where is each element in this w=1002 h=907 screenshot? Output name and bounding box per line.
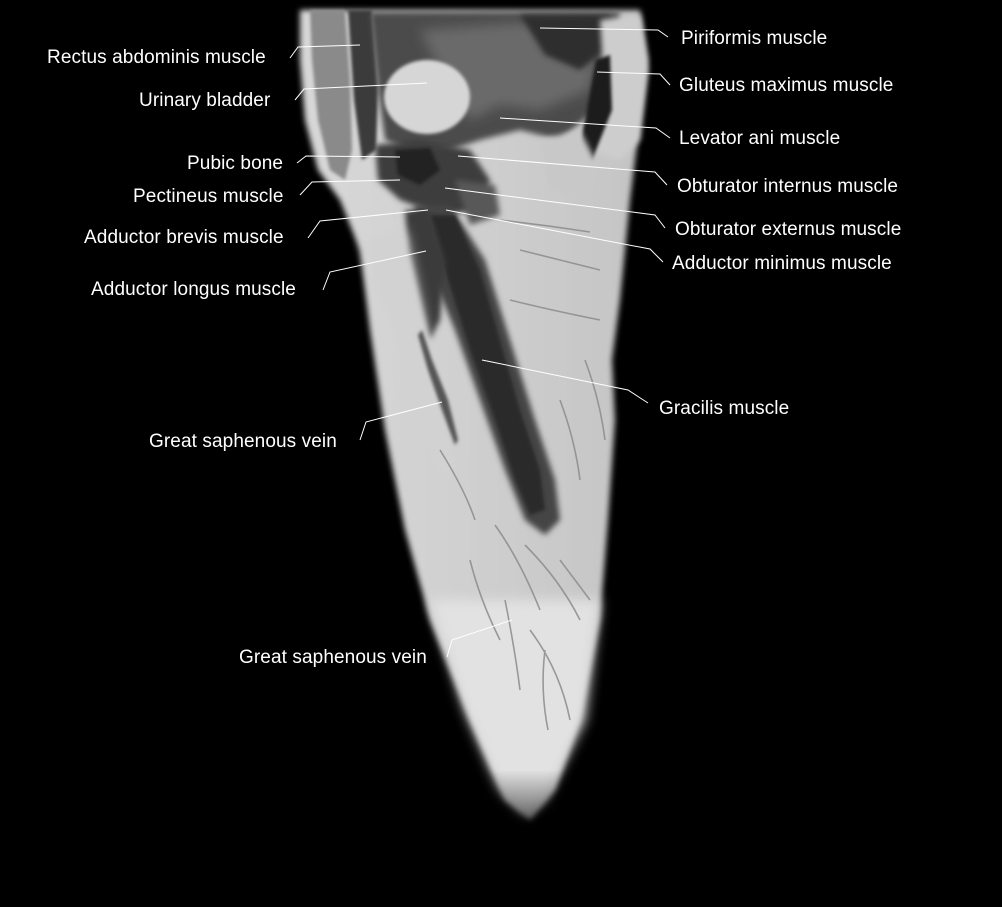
label-pectineus: Pectineus muscle [133,186,284,207]
label-adductor-minimus: Adductor minimus muscle [672,253,892,274]
urinary-bladder-shape [384,60,470,134]
label-obturator-externus: Obturator externus muscle [675,219,902,240]
label-great-saphenous-upper: Great saphenous vein [149,431,337,452]
label-urinary-bladder: Urinary bladder [139,90,271,111]
label-piriformis: Piriformis muscle [681,28,828,49]
label-adductor-brevis: Adductor brevis muscle [84,227,284,248]
label-adductor-longus: Adductor longus muscle [91,279,296,300]
label-pubic-bone: Pubic bone [187,153,284,174]
label-levator-ani: Levator ani muscle [679,128,841,149]
label-great-saphenous-lower: Great saphenous vein [239,647,427,668]
label-obturator-internus: Obturator internus muscle [677,176,899,197]
label-rectus-abdominis: Rectus abdominis muscle [47,47,266,68]
label-gracilis: Gracilis muscle [659,398,790,419]
label-gluteus-maximus: Gluteus maximus muscle [679,75,894,96]
